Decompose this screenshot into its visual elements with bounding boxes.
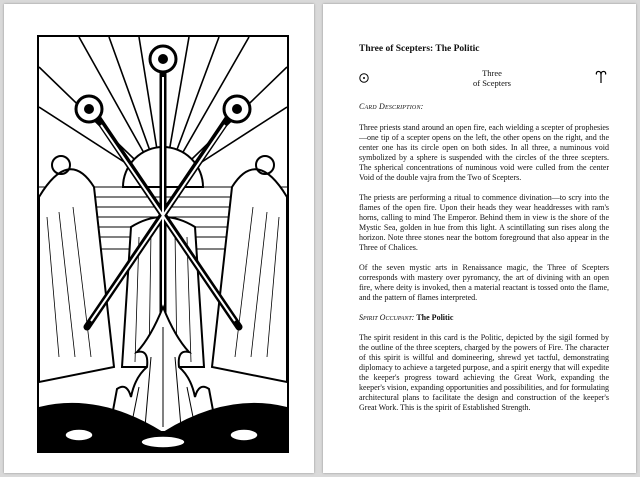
card-number-line-1: Three — [482, 68, 502, 78]
card-text-column — [359, 102, 609, 423]
card-symbol-row — [359, 68, 607, 90]
three-of-scepters-artwork — [39, 37, 287, 451]
tarot-card-illustration — [37, 35, 289, 453]
left-page — [4, 4, 314, 473]
description-paragraph-2: The priests are performing a ritual to commence divination—to scry into the flames of the open fire. Upon their heads they wear headdresses with ram's horns, calling to mind The Emperor. Behind them in view is the shore of the Mystic Sea, golden in hue from this light. A scintillating sun rises along the horizon. Note three stones near the bottom foreground that also appear in the Three of Chalices. — [359, 193, 609, 252]
description-paragraph-1: Three priests stand around an open fire, each wielding a scepter of prophesies—one tip of a scepter opens on the left, the other opens on the right, and the center one has its circle open on both sides. In all three, a numinous void symbolized by a sphere is suspended with the circles of the three scepters. The spherical concentrations of numinous void were culled from the center Void of the double vajra from the Two of Scepters. — [359, 123, 609, 182]
spirit-occupant-heading — [359, 313, 609, 323]
right-page — [323, 4, 636, 473]
aries-symbol-icon — [595, 70, 607, 84]
spirit-occupant-name: The Politic — [416, 313, 454, 322]
card-number — [457, 68, 527, 88]
card-description-label: Card Description: — [359, 102, 424, 111]
description-paragraph-3: Of the seven mystic arts in Renaissance magic, the Three of Scepters corresponds with mastery over pyromancy, the art of divining with an open fire, where deity is invoked, then a material reactant is tossed onto the flame, and the pattern of flames interpreted. — [359, 263, 609, 302]
spirit-paragraph: The spirit resident in this card is the Politic, depicted by the sigil formed by the outline of the three scepters, charged by the powers of Fire. The character of this spirit is willful and domineering, shrewd yet tactful, demonstrating diplomacy to achieve a targeted purpose, and a spirit energy that will expedite the keeper's progress toward achieving the Great Work, expanding the keeper's vision, expanding opportunities and possibilities, and for formulating architectural plans to facilitate the design and construction of the keeper's Great Work. This is the spirit of Established Strength. — [359, 333, 609, 412]
card-title: Three of Scepters: The Politic — [359, 44, 480, 54]
sun-symbol-icon — [359, 73, 369, 83]
card-number-line-2: of Scepters — [472, 78, 511, 88]
spirit-occupant-label: Spirit Occupant: — [359, 313, 415, 322]
